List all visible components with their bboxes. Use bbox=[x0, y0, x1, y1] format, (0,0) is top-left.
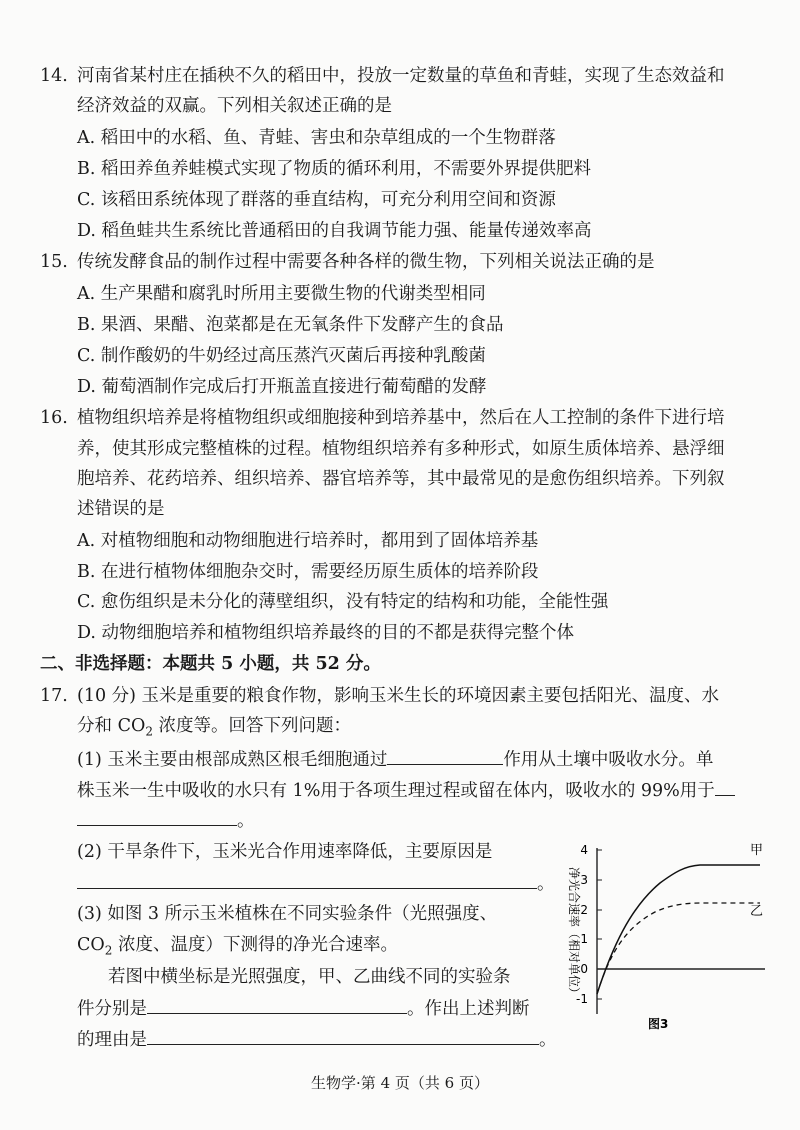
curve-yi bbox=[597, 903, 760, 994]
y-tick-3: 3 bbox=[580, 873, 588, 887]
y-tick-1: 1 bbox=[580, 932, 588, 946]
q15-stem: 传统发酵食品的制作过程中需要各种各样的微生物，下列相关说法正确的是 bbox=[77, 252, 655, 272]
y-tick-2: 2 bbox=[580, 903, 588, 917]
q17-stem: (10 分) 玉米是重要的粮食作物，影响玉米生长的环境因素主要包括阳光、温度、水 bbox=[77, 686, 720, 706]
y-tick-4: 4 bbox=[580, 843, 588, 857]
curve-jia bbox=[597, 865, 760, 994]
y-tick-neg1: -1 bbox=[576, 992, 588, 1006]
page-footer: 生物学·第 4 页（共 6 页） bbox=[311, 1074, 489, 1092]
answer-blank-3[interactable] bbox=[77, 870, 537, 889]
q14-number: 14. bbox=[40, 66, 68, 86]
y-axis-label: 净光合速率（相对单位） bbox=[567, 866, 581, 1000]
q14-stem: 河南省某村庄在插秧不久的稻田中，投放一定数量的草鱼和青蛙，实现了生态效益和 bbox=[77, 66, 725, 86]
answer-blank-2b[interactable] bbox=[77, 807, 237, 826]
q17-number: 17. bbox=[40, 686, 68, 706]
label-jia: 甲 bbox=[750, 843, 764, 858]
exam-page: 14. 河南省某村庄在插秧不久的稻田中，投放一定数量的草鱼和青蛙，实现了生态效益和 经济效益的双赢。下列相关叙述正确的是 A. 稻田中的水稻、鱼、青蛙、害虫和杂草组成的一个生物群落 B. 稻田养鱼养蛙模式实现了物质的循环利用，不需要外界提供肥料 C. 该稻田系统体现了群落的垂直结构，可充分利用空间和资源 D. 稻鱼蛙共生系统比普通稻田的自我调节能力强、能量传递效率高 15. 传统发酵食品的制作过程中需要各种各样的微生物，下列相关说法正确的是 A. 生产果醋和腐乳时所用主要微生物的代谢类型相同 B. 果酒、果醋、泡菜都是在无氧条件下发酵产生的食品 C. 制作酸奶的牛奶经过高压蒸汽灭菌后再接种乳酸菌 D. 葡萄酒制作完成后打开瓶盖直接进行葡萄醋的发酵 16. 植物组织培养是将植物组织或细胞接种到培养基中，然后在人工控制的条件下进行培 养，使其形成完整植株的过程。植物组织培养有多种形式，如原生质体培养、悬浮细 胞培养、花药培养、组织培养、器官培养等，其中最常见的是愈伤组织培养。下列叙 述错误的是 A. 对植物细胞和动物细胞进行培养时，都用到了固体培养基 B. 在进行植物体细胞杂交时，需要经历原生质体的培养阶段 C. 愈伤组织是未分化的薄壁组织，没有特定的结构和功能，全能性强 D. 动物细胞培养和植物组织培养最终的目的不都是获得完整个体 二、非选择题：本题共 5 小题，共 52 分。 17. (10 分) 玉米是重要的粮食作物，影响玉米生长的环境因素主要包括阳光、温度、水 分和 $CO_2$ 浓度等。回答下列问题： (1) 玉米主要由根部成熟区根毛细胞通过 作用从土壤中吸收水分。单 株玉米一生中吸收的水只有 1%用于各项生理过程或留在体内，吸收水的 99%用于 。 (2) 干旱条件下，玉米光合作用速率降低，主要原因是 。 (3) 如图 3 所示玉米植株在不同实验条件（光照强度、 $CO_2$ 浓度、温度）下测得的净光合速率。 若图中横坐标是光照强度，甲、乙曲线不同的实验条 件分别是 。作出上述判断 的理由是 。 净光合速率（相对单位） 4 3 2 1 0 -1 甲 乙 图3 生物学·第 4 页（共 6 页） bbox=[0, 0, 800, 1130]
figure-caption: 图3 bbox=[648, 1017, 669, 1031]
answer-blank-5[interactable] bbox=[147, 1026, 539, 1045]
figure-3-graph bbox=[560, 838, 775, 1043]
answer-blank-1[interactable] bbox=[387, 746, 503, 765]
answer-blank-2a[interactable] bbox=[715, 777, 735, 796]
y-tick-0: 0 bbox=[580, 962, 588, 976]
q16-stem: 植物组织培养是将植物组织或细胞接种到培养基中，然后在人工控制的条件下进行培 bbox=[77, 408, 725, 428]
q15-number: 15. bbox=[40, 252, 68, 272]
label-yi: 乙 bbox=[750, 904, 764, 919]
answer-blank-4[interactable] bbox=[147, 995, 407, 1014]
q16-number: 16. bbox=[40, 408, 68, 428]
